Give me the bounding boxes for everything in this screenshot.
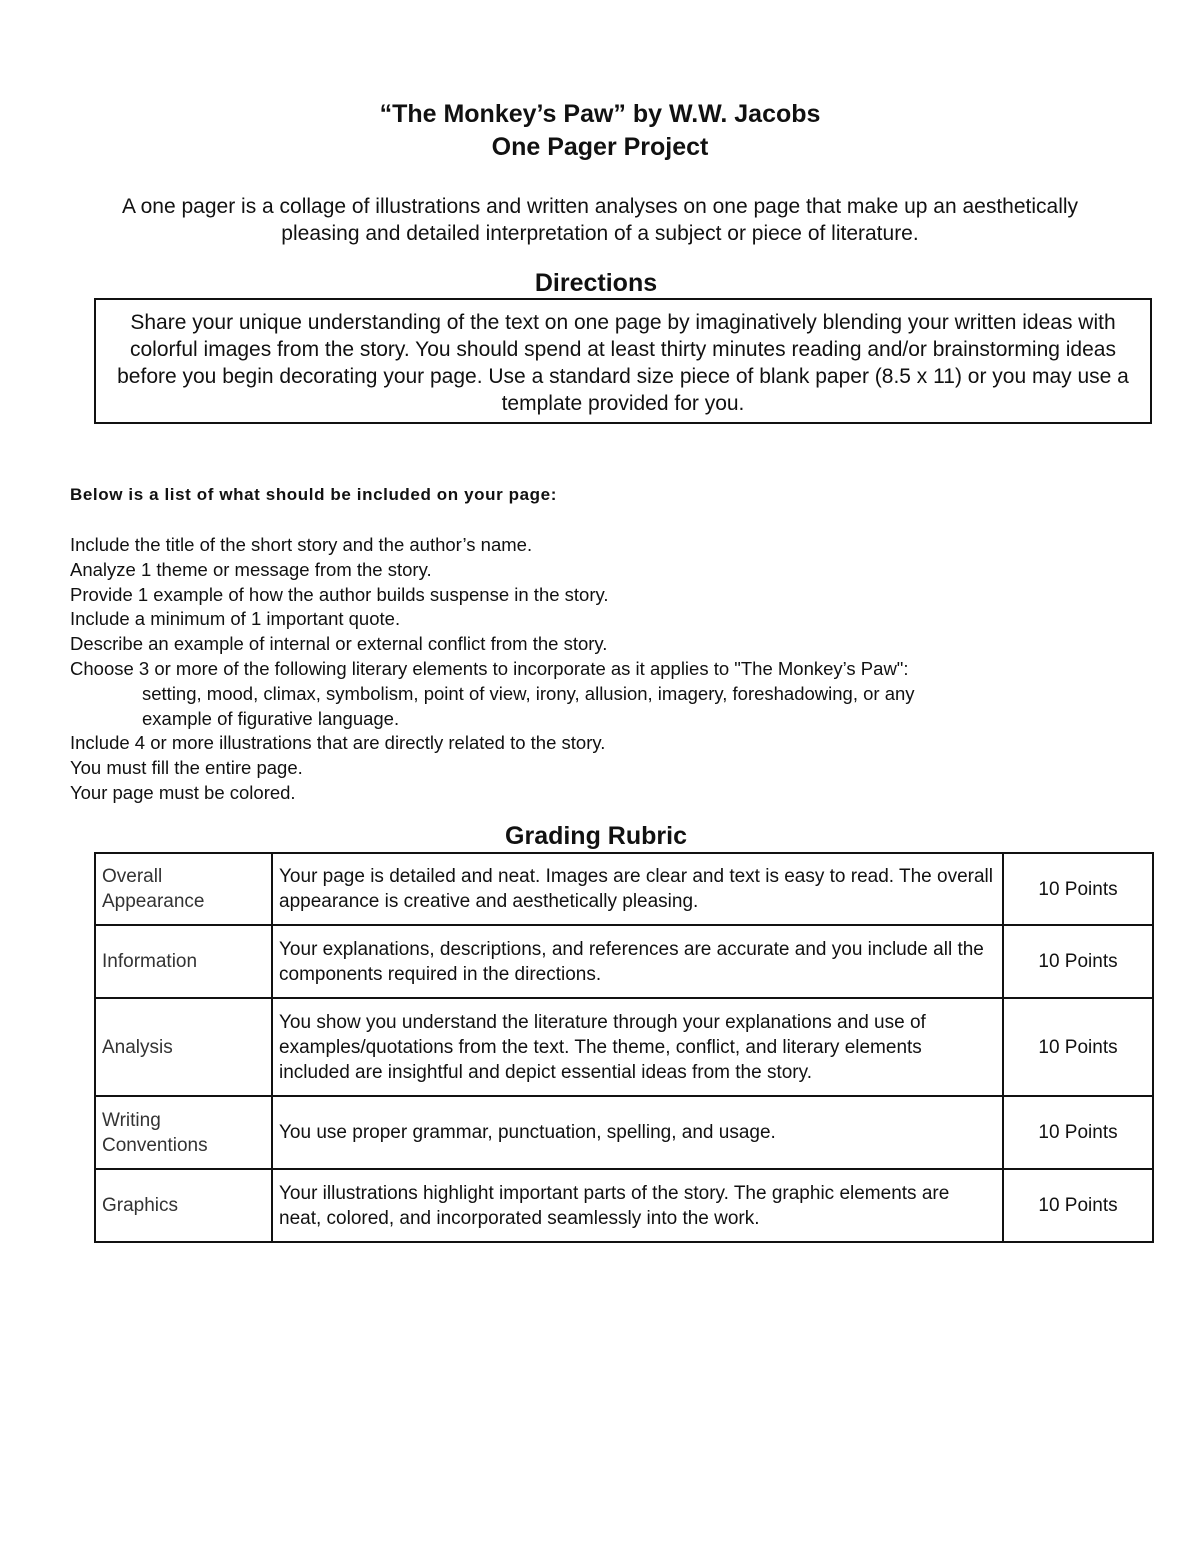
list-item: Include a minimum of 1 important quote. bbox=[70, 608, 401, 630]
requirements-list bbox=[70, 533, 1080, 806]
document-title: “The Monkey’s Paw” by W.W. Jacobs bbox=[379, 100, 821, 128]
table-row bbox=[95, 925, 1153, 998]
rubric-points: 10 Points bbox=[1003, 1169, 1153, 1242]
rubric-heading: Grading Rubric bbox=[505, 822, 687, 850]
list-item: Provide 1 example of how the author builds suspense in the story. bbox=[70, 583, 609, 605]
list-item: Choose 3 or more of the following literary elements to incorporate as it applies to "The Monkey’s Paw": bbox=[70, 657, 909, 679]
category-line: Analysis bbox=[102, 1036, 173, 1058]
rubric-category bbox=[95, 998, 272, 1096]
table-row bbox=[95, 1169, 1153, 1242]
rubric-points: 10 Points bbox=[1003, 1096, 1153, 1169]
directions-heading: Directions bbox=[534, 269, 658, 297]
category-line: Writing bbox=[102, 1109, 161, 1131]
rubric-points: 10 Points bbox=[1003, 925, 1153, 998]
table-row bbox=[95, 1096, 1153, 1169]
list-item: You must fill the entire page. bbox=[70, 757, 303, 779]
rubric-description: You show you understand the literature through your explanations and use of examples/quotations from the text. The theme, conflict, and literary elements included are insightful and depict essential ideas from the story. bbox=[272, 998, 1003, 1096]
rubric-description: You use proper grammar, punctuation, spelling, and usage. bbox=[272, 1096, 1003, 1169]
category-line: Information bbox=[102, 951, 198, 972]
rubric-description: Your page is detailed and neat. Images are clear and text is easy to read. The overall appearance is creative and aesthetically pleasing. bbox=[272, 853, 1003, 925]
rubric-points: 10 Points bbox=[1003, 998, 1153, 1096]
rubric-description: Your explanations, descriptions, and references are accurate and you include all the components required in the directions. bbox=[272, 925, 1003, 998]
rubric-category bbox=[95, 853, 272, 925]
list-item: Describe an example of internal or external conflict from the story. bbox=[70, 633, 608, 655]
intro-paragraph: A one pager is a collage of illustrations and written analyses on one page that make up an aesthetically pleasing and detailed interpretation of a subject or piece of literature. bbox=[121, 195, 1079, 245]
rubric-description: Your illustrations highlight important parts of the story. The graphic elements are neat, colored, and incorporated seamlessly into the work. bbox=[272, 1169, 1003, 1242]
grading-rubric-table bbox=[94, 852, 1154, 1243]
list-item: Your page must be colored. bbox=[70, 781, 296, 803]
rubric-category bbox=[95, 1096, 272, 1169]
category-line: Overall bbox=[102, 866, 163, 887]
directions-text: Share your unique understanding of the text on one page by imaginatively blending your written ideas with colorful images from the story. You should spend at least thirty minutes reading and/or brainstorming ideas before you begin decorating your page. Use a standard size piece of blank paper (8.5 x 11) or you may use a template provided for you. bbox=[117, 311, 1129, 415]
list-item: Analyze 1 theme or message from the story. bbox=[70, 558, 432, 580]
directions-box bbox=[94, 298, 1152, 424]
category-line: Conventions bbox=[102, 1134, 208, 1156]
rubric-points: 10 Points bbox=[1003, 853, 1153, 925]
category-line: Appearance bbox=[102, 891, 205, 912]
literary-elements-line: setting, mood, climax, symbolism, point of view, irony, allusion, imagery, foreshadowing, or any bbox=[142, 682, 915, 704]
rubric-category bbox=[95, 1169, 272, 1242]
category-line: Graphics bbox=[102, 1195, 179, 1216]
table-row bbox=[95, 853, 1153, 925]
list-item: Include the title of the short story and the author’s name. bbox=[70, 534, 533, 555]
literary-elements-line: example of figurative language. bbox=[142, 707, 400, 729]
table-row bbox=[95, 998, 1153, 1096]
rubric-category bbox=[95, 925, 272, 998]
list-item: Include 4 or more illustrations that are directly related to the story. bbox=[70, 732, 606, 754]
document-subtitle: One Pager Project bbox=[491, 133, 709, 161]
list-heading: Below is a list of what should be included on your page: bbox=[70, 485, 557, 504]
